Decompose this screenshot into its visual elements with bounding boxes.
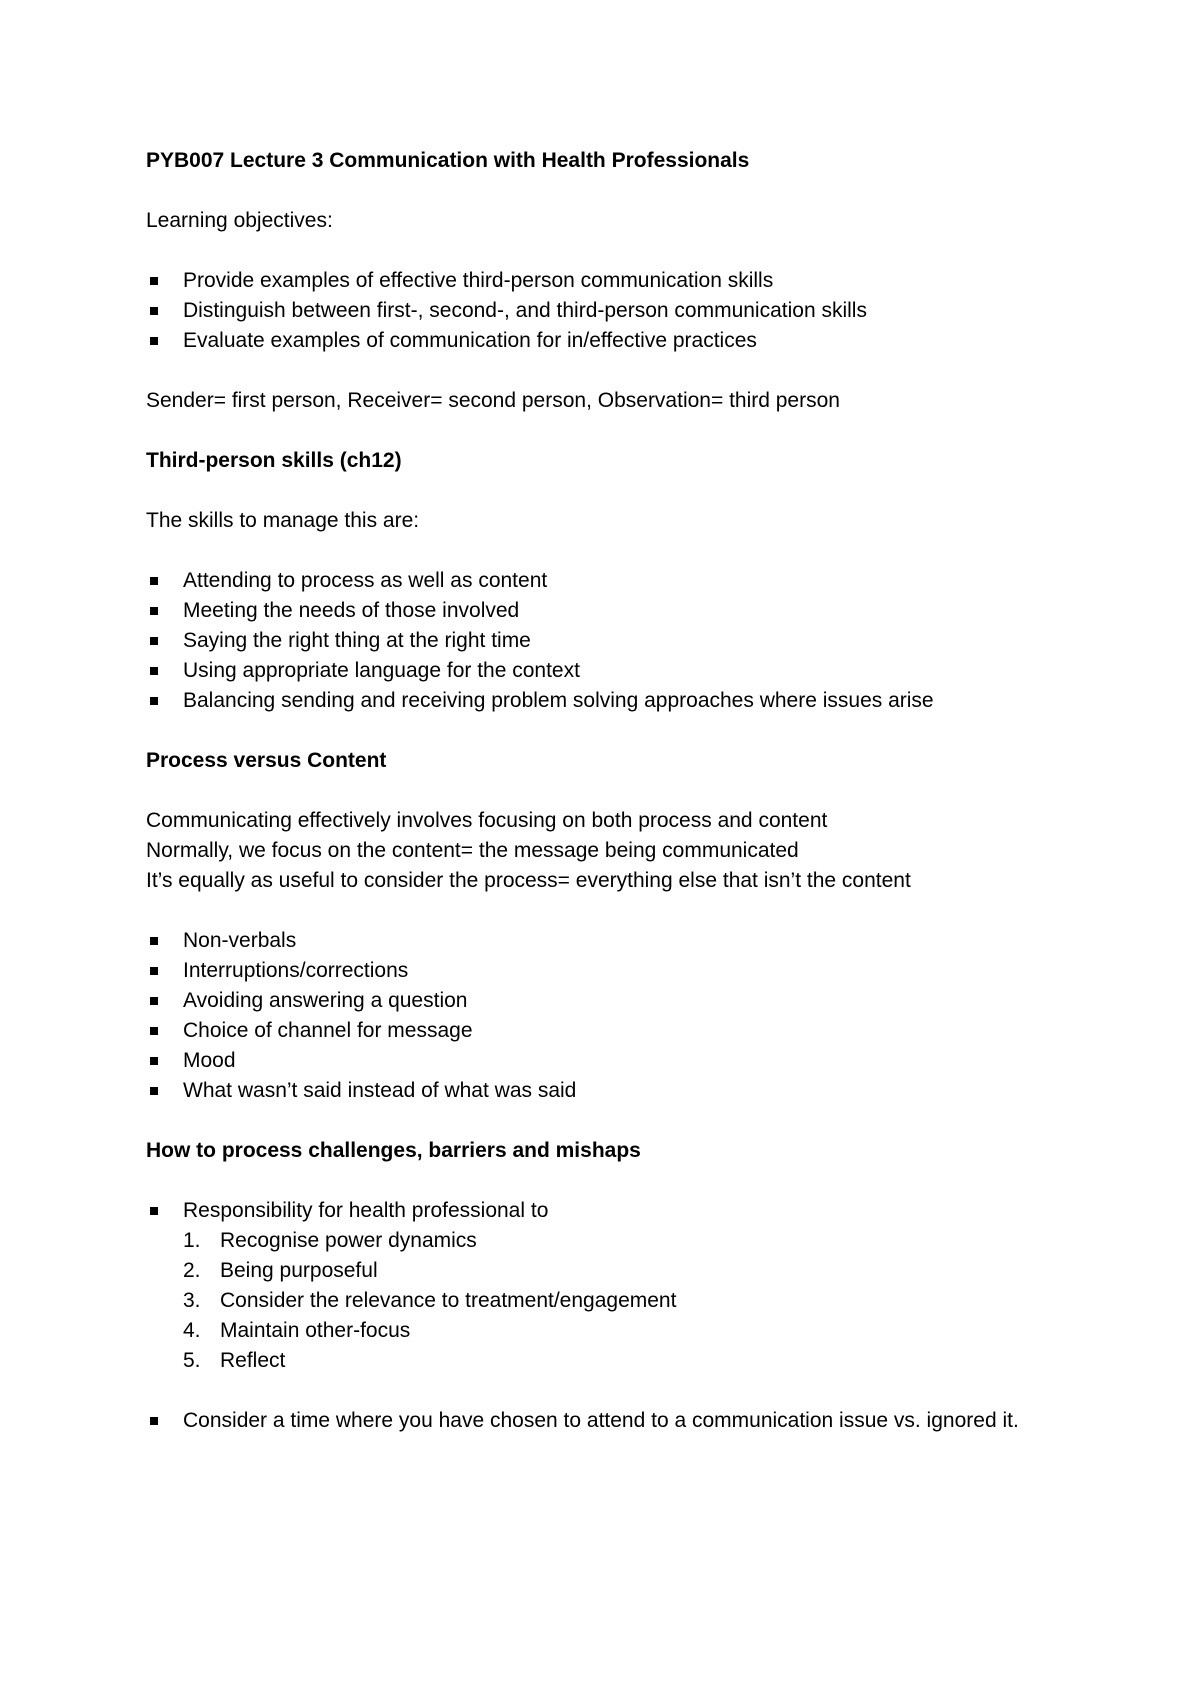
reflection-list [146, 1406, 1066, 1436]
list-item [146, 596, 1066, 626]
list-item [146, 986, 1066, 1016]
numbered-item [183, 1286, 1066, 1316]
square-bullet-icon [150, 1087, 158, 1095]
item-number: 4. [183, 1319, 201, 1342]
responsibility-steps-list [183, 1226, 1066, 1376]
roles-line: Sender= first person, Receiver= second person, Observation= third person [146, 389, 840, 412]
list-item-text: Attending to process as well as content [183, 569, 548, 592]
responsibility-list [146, 1196, 1066, 1376]
square-bullet-icon [150, 937, 158, 945]
list-item [146, 1016, 1066, 1046]
learning-objectives-label: Learning objectives: [146, 209, 333, 232]
list-item [146, 326, 1066, 356]
list-item [146, 296, 1066, 326]
list-item [146, 956, 1066, 986]
numbered-item-text: Being purposeful [220, 1259, 378, 1282]
numbered-item-text: Reflect [220, 1349, 286, 1372]
square-bullet-icon [150, 1417, 158, 1425]
numbered-item-text: Recognise power dynamics [220, 1229, 477, 1252]
list-item-text: Non-verbals [183, 929, 297, 952]
item-number: 2. [183, 1259, 201, 1282]
list-item [146, 1046, 1066, 1076]
list-item-text: Consider a time where you have chosen to attend to a communication issue vs. ignored it. [183, 1409, 1019, 1432]
process-content-heading: Process versus Content [146, 749, 387, 772]
item-number: 1. [183, 1229, 201, 1252]
document-body [146, 146, 1066, 1466]
third-person-intro: The skills to manage this are: [146, 509, 420, 532]
numbered-item-text: Maintain other-focus [220, 1319, 411, 1342]
numbered-item [183, 1256, 1066, 1286]
process-items-list [146, 926, 1066, 1106]
paragraph-line: Normally, we focus on the content= the message being communicated [146, 839, 799, 862]
square-bullet-icon [150, 1027, 158, 1035]
list-item-text: Balancing sending and receiving problem solving approaches where issues arise [183, 689, 934, 712]
process-content-paragraph [146, 806, 1066, 896]
list-item [146, 656, 1066, 686]
list-item-text: Interruptions/corrections [183, 959, 409, 982]
list-item-text: Distinguish between first-, second-, and third-person communication skills [183, 299, 867, 322]
list-item-text: Avoiding answering a question [183, 989, 468, 1012]
list-item [146, 266, 1066, 296]
third-person-heading: Third-person skills (ch12) [146, 449, 402, 472]
list-item-text: Saying the right thing at the right time [183, 629, 531, 652]
list-item-text: Mood [183, 1049, 236, 1072]
learning-objectives-list [146, 266, 1066, 356]
list-item [146, 1406, 1066, 1436]
list-item [146, 1076, 1066, 1106]
square-bullet-icon [150, 967, 158, 975]
list-item-text: Evaluate examples of communication for in/effective practices [183, 329, 757, 352]
list-item-text: Provide examples of effective third-person communication skills [183, 269, 774, 292]
numbered-item-text: Consider the relevance to treatment/engagement [220, 1289, 677, 1312]
square-bullet-icon [150, 337, 158, 345]
item-number: 3. [183, 1289, 201, 1312]
list-item-text: Responsibility for health professional to [183, 1199, 549, 1222]
challenges-heading: How to process challenges, barriers and mishaps [146, 1139, 641, 1162]
list-item [146, 566, 1066, 596]
square-bullet-icon [150, 697, 158, 705]
document-title: PYB007 Lecture 3 Communication with Health Professionals [146, 149, 750, 172]
item-number: 5. [183, 1349, 201, 1372]
square-bullet-icon [150, 307, 158, 315]
square-bullet-icon [150, 997, 158, 1005]
square-bullet-icon [150, 667, 158, 675]
numbered-item [183, 1346, 1066, 1376]
numbered-item [183, 1316, 1066, 1346]
list-item-text: Choice of channel for message [183, 1019, 473, 1042]
numbered-item [183, 1226, 1066, 1256]
list-item [146, 1196, 1066, 1376]
paragraph-line: Communicating effectively involves focusing on both process and content [146, 809, 828, 832]
square-bullet-icon [150, 1057, 158, 1065]
third-person-skills-list [146, 566, 1066, 716]
list-item-text: Using appropriate language for the context [183, 659, 580, 682]
list-item [146, 686, 1066, 716]
square-bullet-icon [150, 577, 158, 585]
square-bullet-icon [150, 277, 158, 285]
paragraph-line: It’s equally as useful to consider the process= everything else that isn’t the content [146, 869, 911, 892]
square-bullet-icon [150, 1207, 158, 1215]
list-item [146, 626, 1066, 656]
square-bullet-icon [150, 607, 158, 615]
square-bullet-icon [150, 637, 158, 645]
list-item-text: Meeting the needs of those involved [183, 599, 520, 622]
list-item-text: What wasn’t said instead of what was said [183, 1079, 577, 1102]
list-item [146, 926, 1066, 956]
